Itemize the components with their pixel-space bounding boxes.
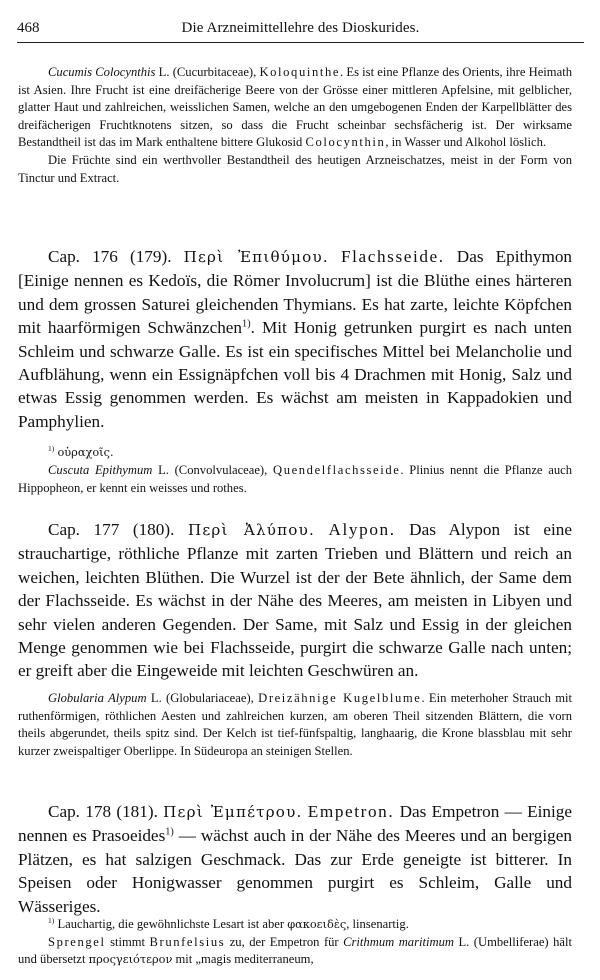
colocynthis-paragraph: Cucumis Colocynthis L. (Cucurbitaceae), Koloquinthe. Es ist eine Pflanze des Orients, ihre Heimath ist Asien. Ihre Frucht ist eine dreifächerige Beere von der Grösse einer mittleren Apfelsine, mit gelblicher, glatter Haut und zahlreichen, weisslichen Samen, welche an den umgebogenen Enden der Karpellblätter des dreifächerigen Fruchtknotens sitzen, so dass die Frucht scheinbar sechsfächerig ist. Der wirksame Bestandtheil ist das im Mark enthaltene bittere Glukosid Colocynthin, in Wasser und Alkohol löslich. xyxy=(18,65,572,150)
footnote-line-2: Sprengel stimmt Brunfelsius zu, der Empetron für Crithmum maritimum L. (Umbelliferae) hält und übersetzt προςγειότερον mit „magis mediterraneum, xyxy=(18,934,572,967)
chapter-177-paragraph: Cap. 177 (180). Περὶ Ἀλύπου. Alypon. Das Alypon ist eine strauchartige, röthliche Pflanze mit zarten Trieben und Blättern und reich an weichen, leichten Blüthen. Die Wurzel ist der der Bete ähnlich, der Same dem der Flachsseide. Es wächst in der Nähe des Meeres, am meisten in Libyen und sehr vielen anderen Gegenden. Der Same, mit Salz und Essig in der gleichen Menge genommen wie bei Flachsseide, purgirt die schwarze Galle nach unten; er greift aber die Eingeweide mit leichten Geschwüren an. xyxy=(18,520,572,681)
chapter-heading: Cap. 178 (181). xyxy=(48,802,158,821)
chapter-176-footnote xyxy=(18,444,572,462)
greek-title: Περὶ Ἐπιθύμου. xyxy=(183,248,329,266)
species-name: Cucumis Colocynthis xyxy=(48,65,156,79)
footnote-line-1: $^{1)}$ Lauchartig, die gewöhnlichste Lesart ist aber φακοειδὲς, linsenartig. xyxy=(48,915,409,931)
author-name: Brunfelsius xyxy=(149,934,226,949)
greek-title: Περὶ Ἐμπέτρου. xyxy=(163,803,303,821)
species-name: Cuscuta Epithymum xyxy=(48,463,153,477)
chapter-title: Flachsseide. xyxy=(341,247,445,266)
species-name: Globularia Alypum xyxy=(48,691,147,705)
colocynthis-paragraph-2: Die Früchte sind ein werthvoller Bestandtheil des heutigen Arzneischatzes, meist in der Form von Tinctur und Extract. xyxy=(18,152,572,185)
footnote-marker: 1) xyxy=(48,915,55,925)
greek-word: προςγειότερον xyxy=(88,952,173,967)
footnote-marker: 1) xyxy=(165,826,174,838)
chapter-178-footnote xyxy=(18,916,572,969)
common-name: Koloquinthe xyxy=(259,65,341,79)
chapter-176 xyxy=(18,245,572,433)
glucoside-name: Colocynthin xyxy=(305,135,386,150)
cuscuta-commentary xyxy=(18,462,572,497)
footnote-marker: 1) xyxy=(242,318,251,330)
chapter-title: Empetron. xyxy=(307,802,395,821)
globularia-commentary xyxy=(18,690,572,760)
chapter-178 xyxy=(18,800,572,918)
page-header xyxy=(17,20,584,43)
greek-word: οὐραχοῖς. xyxy=(57,445,114,459)
chapter-177 xyxy=(18,518,572,683)
author-name: Sprengel xyxy=(48,934,106,949)
common-name: Quendelflachsseide xyxy=(273,463,401,477)
running-title: Die Arzneimittellehre des Dioskurides. xyxy=(181,20,420,36)
chapter-heading: Cap. 177 (180). xyxy=(48,520,175,539)
globularia-paragraph: Globularia Alypum L. (Globulariaceae), Dreizähnige Kugelblume. Ein meterhoher Strauch mit ruthenförmigen, röthlichen Aesten und zahlreichen kurzen, am oberen Theil sitzenden Blättern, die vorn theils abgerundet, theils spitz sind. Der Kelch ist tief-fünfspaltig, langhaarig, die Krone blassblau mit sehr kurzer zweispaltiger Oberlippe. In Südeuropa an steinigen Stellen. xyxy=(18,691,572,758)
chapter-178-paragraph: Cap. 178 (181). Περὶ Ἐμπέτρου. Empetron. Das Empetron — Einige nennen es Prasoeides$^{1)}$ — wächst auch in der Nähe des Meeres und an bergigen Plätzen, es hat salzigen Geschmack. Das zur Erde geneigte ist bitterer. In Speisen oder Honigwasser genommen purgirt es Schleim, Galle und Wässeriges. xyxy=(18,802,573,916)
footnote xyxy=(18,444,572,462)
cuscuta-paragraph: Cuscuta Epithymum L. (Convolvulaceae), Quendelflachsseide. Plinius nennt die Pflanze auch Hippopheon, er kennt ein weisses und rothes. xyxy=(18,463,573,495)
species-name: Crithmum maritimum xyxy=(343,934,454,949)
footnote-marker: 1) xyxy=(48,443,55,453)
chapter-title: Alypon. xyxy=(328,520,396,539)
page-number: 468 xyxy=(17,20,40,36)
chapter-heading: Cap. 176 (179). xyxy=(48,247,172,266)
colocynthis-commentary xyxy=(18,64,572,187)
greek-word: φακοειδὲς xyxy=(287,917,347,931)
chapter-176-paragraph: Cap. 176 (179). Περὶ Ἐπιθύμου. Flachsseide. Das Epithymon [Einige nennen es Kedoïs, die Römer Involucrum] ist die Blüthe eines härteren und dem grossen Saturei gleichenden Thymians. Es hat zarte, leichte Köpfchen mit haarförmigen Schwänzchen$^{1)}$. Mit Honig getrunken purgirt es nach unten Schleim und schwarze Galle. Es ist ein specifisches Mittel bei Melancholie und Aufblähung, wenn ein Essignäpfchen voll bis 4 Drachmen mit Honig, Salz und etwas Essig genommen werden. Es wächst am meisten in Kappadokien und Pamphylien. xyxy=(18,247,573,431)
common-name: Dreizähnige Kugelblume xyxy=(258,691,422,705)
greek-title: Περὶ Ἀλύπου. xyxy=(187,521,315,539)
